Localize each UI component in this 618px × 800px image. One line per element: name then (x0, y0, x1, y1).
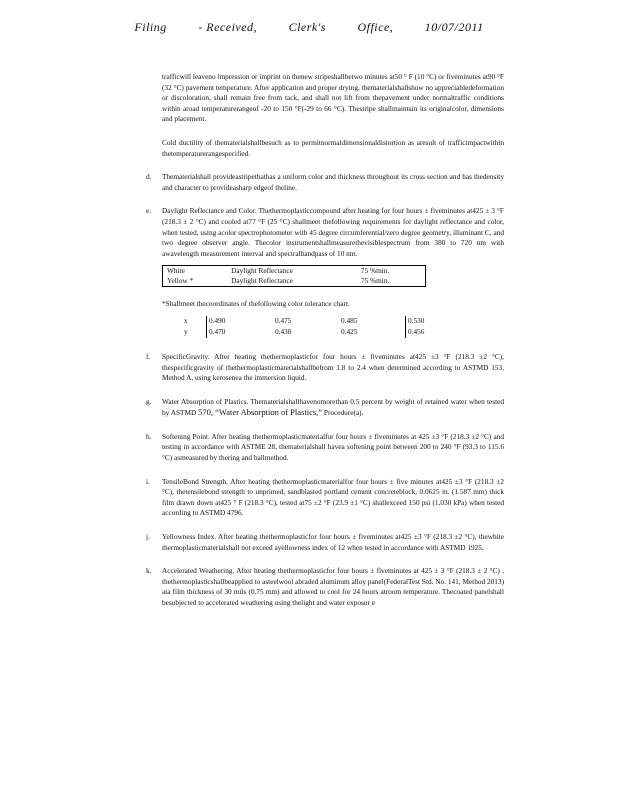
table-row (163, 276, 426, 287)
table-cell: 0.470 (207, 327, 274, 338)
item-i-text: TensileBond Strength. After heating thethermoplasticmaterialfor four hours ± five minutes at425 ±3 °F (218.3 ±2 °C), thetensilebond strength to unprimed, sandblasted portland cement concreteblock, 0.0625 in. (1.587 mm) thick film drawn down at425 ° F (218.3 °C), tested at75 ±2 °F (23.9 ±1 °C) shallexceed 150 psi (1,030 kPa) when tested according to ASTMD 4796. (162, 476, 504, 518)
document-body (146, 72, 504, 622)
item-g-text: Water Absorption of Plastics. Thematerialshallhavenomorethan 0.5 percent by weight of retained water when tested by ASTMD (162, 396, 504, 418)
item-h-label: h. (146, 431, 152, 441)
table-row (163, 266, 426, 277)
item-h-text: Softening Point. After heating thethermoplasticmaterialfor four hours ± fiveminutes at 425 ±3 °F (218.3 ±2 °C) and testing in accordance with ASTME 28, thematerialshall havea softening point between 200 to 240 °F (93.3 to 115.6 °C) asmeasured by thering and ballmethod. (162, 431, 504, 463)
header-received: - Received, (198, 20, 258, 34)
item-j (146, 532, 504, 553)
table-cell: Yellow * (163, 276, 228, 287)
item-g-text-large: 570, “Water Absorption of Plastics,” (198, 407, 323, 418)
item-i (146, 477, 504, 519)
table-row (182, 316, 472, 327)
item-h (146, 432, 504, 464)
table-row (182, 327, 472, 338)
item-g-label: g. (146, 396, 152, 406)
page-header (0, 20, 618, 35)
item-d-text: Thematerialshall provideastripethathas a uniform color and thickness throughout its cross section and has thedensity and character to provideasharp edgeof theline. (162, 172, 504, 192)
intro-paragraph-1: trafficwill leaveno impression or imprint on thenew stripeshallbetwo minutes at50 ° F (10 °C) or fiveminutes at90 °F (32 °C) pavement temperature. After application and proper drying, thematerialshallshow no appreciabledeformation or discoloration, shall remain free from tack, and shall not lift from thepavement under normaltraffic conditions within aroad temperaturerangeof -20 to 150 °F(-29 to 66 °C). Thestripe shallmaintain its originalcolor, dimensions and placement. (162, 72, 504, 124)
item-d-label: d. (146, 172, 152, 182)
table-cell: Daylight Reflectance (227, 266, 357, 277)
item-k (146, 566, 504, 608)
table-cell: 75 %min. (357, 266, 426, 277)
chromaticity-table (182, 316, 472, 338)
item-e-text: Daylight Reflectance and Color. Thethermoplasticcompound after heating for four hours ± fiveminutes at425 ± 3 °F (218.3 ± 2 °C) and cooled at77 °F (25 °C) shallmeet thefollowing requirements for daylight reflectance and color, when tested, using acolor spectrophotometer with 45 degree circumferential/zero degree geometry, illuminant C, and two degree observer angle. Thecolor instrumentshallmeasurethevisiblespectrum from 380 to 720 nm with awavelength measurement interval and spectralbandpass of 10 nm. (162, 206, 504, 258)
table-cell: 75 %min. (357, 276, 426, 287)
table-cell: 0.485 (341, 316, 358, 326)
item-f-text: SpecificGravity. After heating thethermoplasticfor four hours ± fiveminutes at425 ±3 °F (218.3 ±2 °C), thespecificgravity of thethermoplasticmaterialshallbefrom 1.8 to 2.4 when determined according to ASTMD 153, Method A, using kerosenea the immersion liquid. (162, 351, 504, 383)
table-cell: 0.530 (406, 316, 473, 327)
reflectance-table (162, 265, 426, 287)
item-f (146, 352, 504, 384)
item-k-text: Accelerated Weathering. After heating thethermoplasticfor four hours ± fiveminutes at 425 ± 3 °F (218.3 ± 2 °C) , thethermoplasticshallbeapplied to asteelwool abraded aluminum alloy panel(FederalTest Std. No. 141, Method 2013) ata film thickness of 30 mils (0.75 mm) and allowed to cool for 24 hours atroom temperature. Thecoated panelshall besubjected to accelerated weathering using thelight and water exposur e (162, 566, 504, 607)
header-date: 10/07/2011 (424, 20, 484, 34)
item-j-text: Yellowness Index. After heating thethermoplasticfor four hours ± fiveminutes at425 ±3 °F (218.3 ±2 °C), thewhite thermoplasticmaterialshall not exceed ayellowness index of 12 when tested in accordance with ASTMD 1925. (162, 532, 504, 552)
header-clerks: Clerk's (288, 20, 326, 34)
table-cell: 0.438 (275, 327, 292, 337)
item-e (146, 206, 504, 259)
color-tolerance-note: *Shallmeet thecoordinates of thefollowing color tolerance chart. (162, 299, 350, 309)
intro-paragraph-2: Cold ductility of thematerialshallbesuch as to permitnormaldimensionaldistortion as aresult of trafficimpactwithin thetemperaturerangespecified. (162, 137, 504, 158)
item-e-label: e. (146, 206, 152, 216)
header-office: Office, (357, 20, 394, 34)
table-cell: 0.475 (275, 316, 292, 326)
axis-label-y: y (184, 327, 188, 337)
table-cell: 0.490 (207, 316, 274, 327)
item-j-label: j. (146, 532, 150, 542)
item-f-label: f. (146, 351, 151, 361)
table-cell: 0.425 (341, 327, 358, 337)
table-cell: 0.456 (406, 327, 473, 338)
table-cell: Daylight Reflectance (227, 276, 357, 287)
table-cell: White (163, 266, 228, 277)
axis-label-x: x (184, 316, 188, 326)
item-d (146, 172, 504, 193)
item-k-label: k. (146, 566, 152, 576)
item-i-label: i. (146, 476, 150, 486)
header-filing: Filing (134, 20, 167, 34)
item-g (146, 397, 504, 419)
item-g-text-end: Procedure(a). (323, 408, 364, 418)
